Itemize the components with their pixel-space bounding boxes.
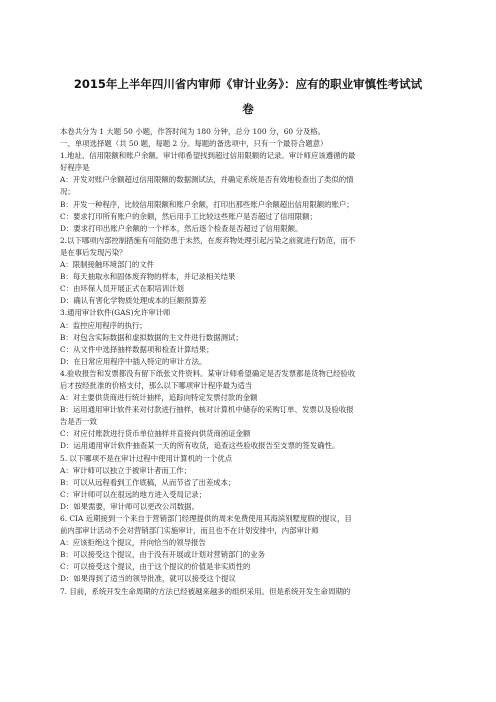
section-heading: 一、单项选择题（共 50 题，每题 2 分。每题的备选项中，只有一个最符合题意）: [60, 139, 328, 149]
text-line: 告是否一致: [60, 417, 97, 427]
text-line: B：每天抽取水和固体废弃物的样本，并记录相关结果: [60, 272, 236, 282]
text-line: D：确认有害化学物质处理成本的巨额预算差: [60, 296, 207, 306]
text-line: D：在日常应用程序中插入特定的审计方法。: [60, 356, 207, 366]
text-line: B：开发一种程序，比较信用限额和账户余额，打印出那些账户余额超出信用限额的账户；: [60, 199, 354, 209]
text-line: 前内部审计活动不会对营销部门实施审计，而且也不在计划安排中，内部审计师: [60, 526, 319, 536]
text-line: 4.验收报告和发票都没有留下纸张文件资料。某审计师希望确定是否发票都是货物已经验收: [60, 368, 356, 378]
text-line: C：对应付账款进行货币单位抽样并直接向供货商函证金额: [60, 429, 251, 439]
text-line: D：如果得到了适当的领导批准，就可以接受这个提议: [60, 574, 236, 584]
text-line: C：由环保人员开展正式在职培训计划: [60, 284, 184, 294]
text-line: 7. 目前，系统开发生命周期的方法已经被越来越多的组织采用。但是系统开发生命周期的: [60, 586, 351, 596]
text-line: A：开发对账户余额超过信用限额的数据测试法，并确定系统是否有效地检查出了类似的情: [60, 175, 354, 185]
intro-text: 本卷共分为 1 大题 50 小题，作答时间为 180 分钟，总分 100 分，60 分及格。: [60, 127, 326, 136]
text-line: 况；: [60, 187, 75, 197]
text-line: C：可以接受这个提议，由于这个提议的价值是非实质性的: [60, 562, 251, 572]
question-lines: [60, 150, 440, 597]
text-line: A：监控应用程序的执行；: [60, 320, 147, 330]
text-line: C：从文件中选择抽样数据项和检查计算结果；: [60, 344, 214, 354]
text-line: 好程序是: [60, 163, 90, 173]
text-line: A：审计师可以独立于被审计者而工作；: [60, 465, 191, 475]
text-line: A：限制接触环境部门的文件: [60, 260, 155, 270]
text-line: B：可以接受这个提议，由于没有开展或计划对营销部门的业务: [60, 550, 265, 560]
text-line: D：如果需要，审计师可以更改公司数据。: [60, 501, 199, 511]
text-line: 5. 以下哪项不是在审计过程中使用计算机的一个优点: [60, 453, 232, 463]
text-line: 6. CIA 近期接到一个来自于营销部门经理提供的周末免费使用其海滨别墅度假的提议，目: [60, 514, 352, 523]
text-line: 1.地址、信用限额和账户余额。审计师希望找到超过信用限额的记录。审计师应该遵循的最: [60, 151, 356, 161]
text-line: C：要求打印所有账户的余额，然后用手工比较这些账户是否超过了信用限额；: [60, 211, 317, 221]
text-line: 3.通用审计软件(GAS)允许审计师: [60, 308, 171, 318]
document-title-line-2: 卷: [242, 102, 254, 116]
document-body: [60, 126, 440, 598]
text-line: A：对主要供货商进行统计抽样，追踪向特定发票付款的金额: [60, 393, 258, 403]
text-line: B：可以从远程看到工作底稿，从而节省了出差成本；: [60, 477, 236, 487]
text-line: C：审计师可以在很远的地方进入受局记录；: [60, 489, 207, 499]
text-line: D：运用通用审计软件抽查某一天的所有收货，追查这些验收报告至支票的签发确性。: [60, 441, 340, 451]
text-line: B：运用通用审计软件来对付款进行抽样，核对计算机中储存的采购订单、发票以及验收报: [60, 405, 354, 415]
text-line: 后才按经批准的价格支付，那么以下哪项审计程序最为适当: [60, 380, 253, 390]
text-line: B：对包含实际数据和虚拟数据的主文件进行数据测试；: [60, 332, 243, 342]
text-line: D：要求打印出账户余额的一个样本，然后逐个检查是否超过了信用限额。: [60, 223, 303, 233]
text-line: A：应该拒绝这个提议，并向恰当的领导报告: [60, 538, 206, 548]
document-title-line-1: 2015年上半年四川省内审师《审计业务》：应有的职业审慎性考试试: [73, 77, 423, 91]
text-line: 是在事后发现污染？: [60, 247, 127, 257]
text-line: 2.以下哪项内部控制措施有可能防患于未然，在废弃物处理引起污染之前就进行防范，而不: [60, 235, 356, 245]
